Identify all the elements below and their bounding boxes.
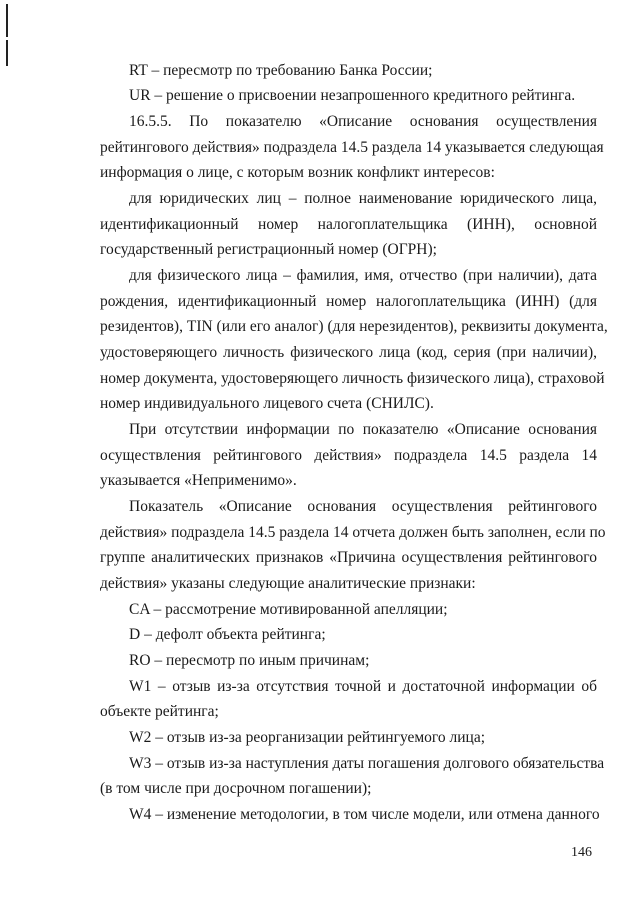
text-line: для юридических лиц – полное наименование юридического лица, [129,190,597,207]
text-line: W1 – отзыв из-за отсутствия точной и достаточной информации об [129,678,597,695]
text-line: номер индивидуального лицевого счета (СНИЛС). [100,395,434,412]
text-line: действия» подраздела 14.5 раздела 14 отчета должен быть заполнен, если по [100,524,606,541]
text-line: RO – пересмотр по иным причинам; [129,652,370,669]
scan-margin-mark [6,4,8,37]
text-line: W4 – изменение методологии, в том числе модели, или отмена данного [129,806,600,823]
text-line: RT – пересмотр по требованию Банка России; [129,62,433,79]
text-line: (в том числе при досрочном погашении); [100,780,372,797]
text-line: удостоверяющего личность физического лица (код, серия (при наличии), [100,344,597,361]
text-line: информация о лице, с которым возник конфликт интересов: [100,164,495,181]
text-line: указывается «Неприменимо». [100,472,297,489]
text-line: номер документа, удостоверяющего личность физического лица), страховой [100,370,605,387]
text-line: W2 – отзыв из-за реорганизации рейтингуемого лица; [129,729,486,746]
text-line: рождения, идентификационный номер налогоплательщика (ИНН) (для [100,293,597,310]
page-number: 146 [571,845,592,860]
text-line: действия» указаны следующие аналитические признаки: [100,575,476,592]
text-line: государственный регистрационный номер (ОГРН); [100,241,437,258]
text-line: D – дефолт объекта рейтинга; [129,626,326,643]
text-line: CA – рассмотрение мотивированной апелляции; [129,601,448,618]
text-line: W3 – отзыв из-за наступления даты погашения долгового обязательства [129,755,605,772]
text-line: объекте рейтинга; [100,703,219,720]
text-line: резидентов), TIN (или его аналог) (для нерезидентов), реквизиты документа, [100,318,608,335]
text-line: осуществления рейтингового действия» подраздела 14.5 раздела 14 [100,447,597,464]
text-line: 16.5.5. По показателю «Описание основания осуществления [129,113,597,130]
text-line: UR – решение о присвоении незапрошенного кредитного рейтинга. [129,87,576,104]
text-line: идентификационный номер налогоплательщика (ИНН), основной [100,216,597,233]
text-line: группе аналитических признаков «Причина осуществления рейтингового [100,549,597,566]
text-line: При отсутствии информации по показателю «Описание основания [129,421,597,438]
scan-margin-mark [6,40,8,66]
text-line: для физического лица – фамилия, имя, отчество (при наличии), дата [129,267,597,284]
text-line: рейтингового действия» подраздела 14.5 раздела 14 указывается следующая [100,139,604,156]
text-line: Показатель «Описание основания осуществления рейтингового [129,498,597,515]
